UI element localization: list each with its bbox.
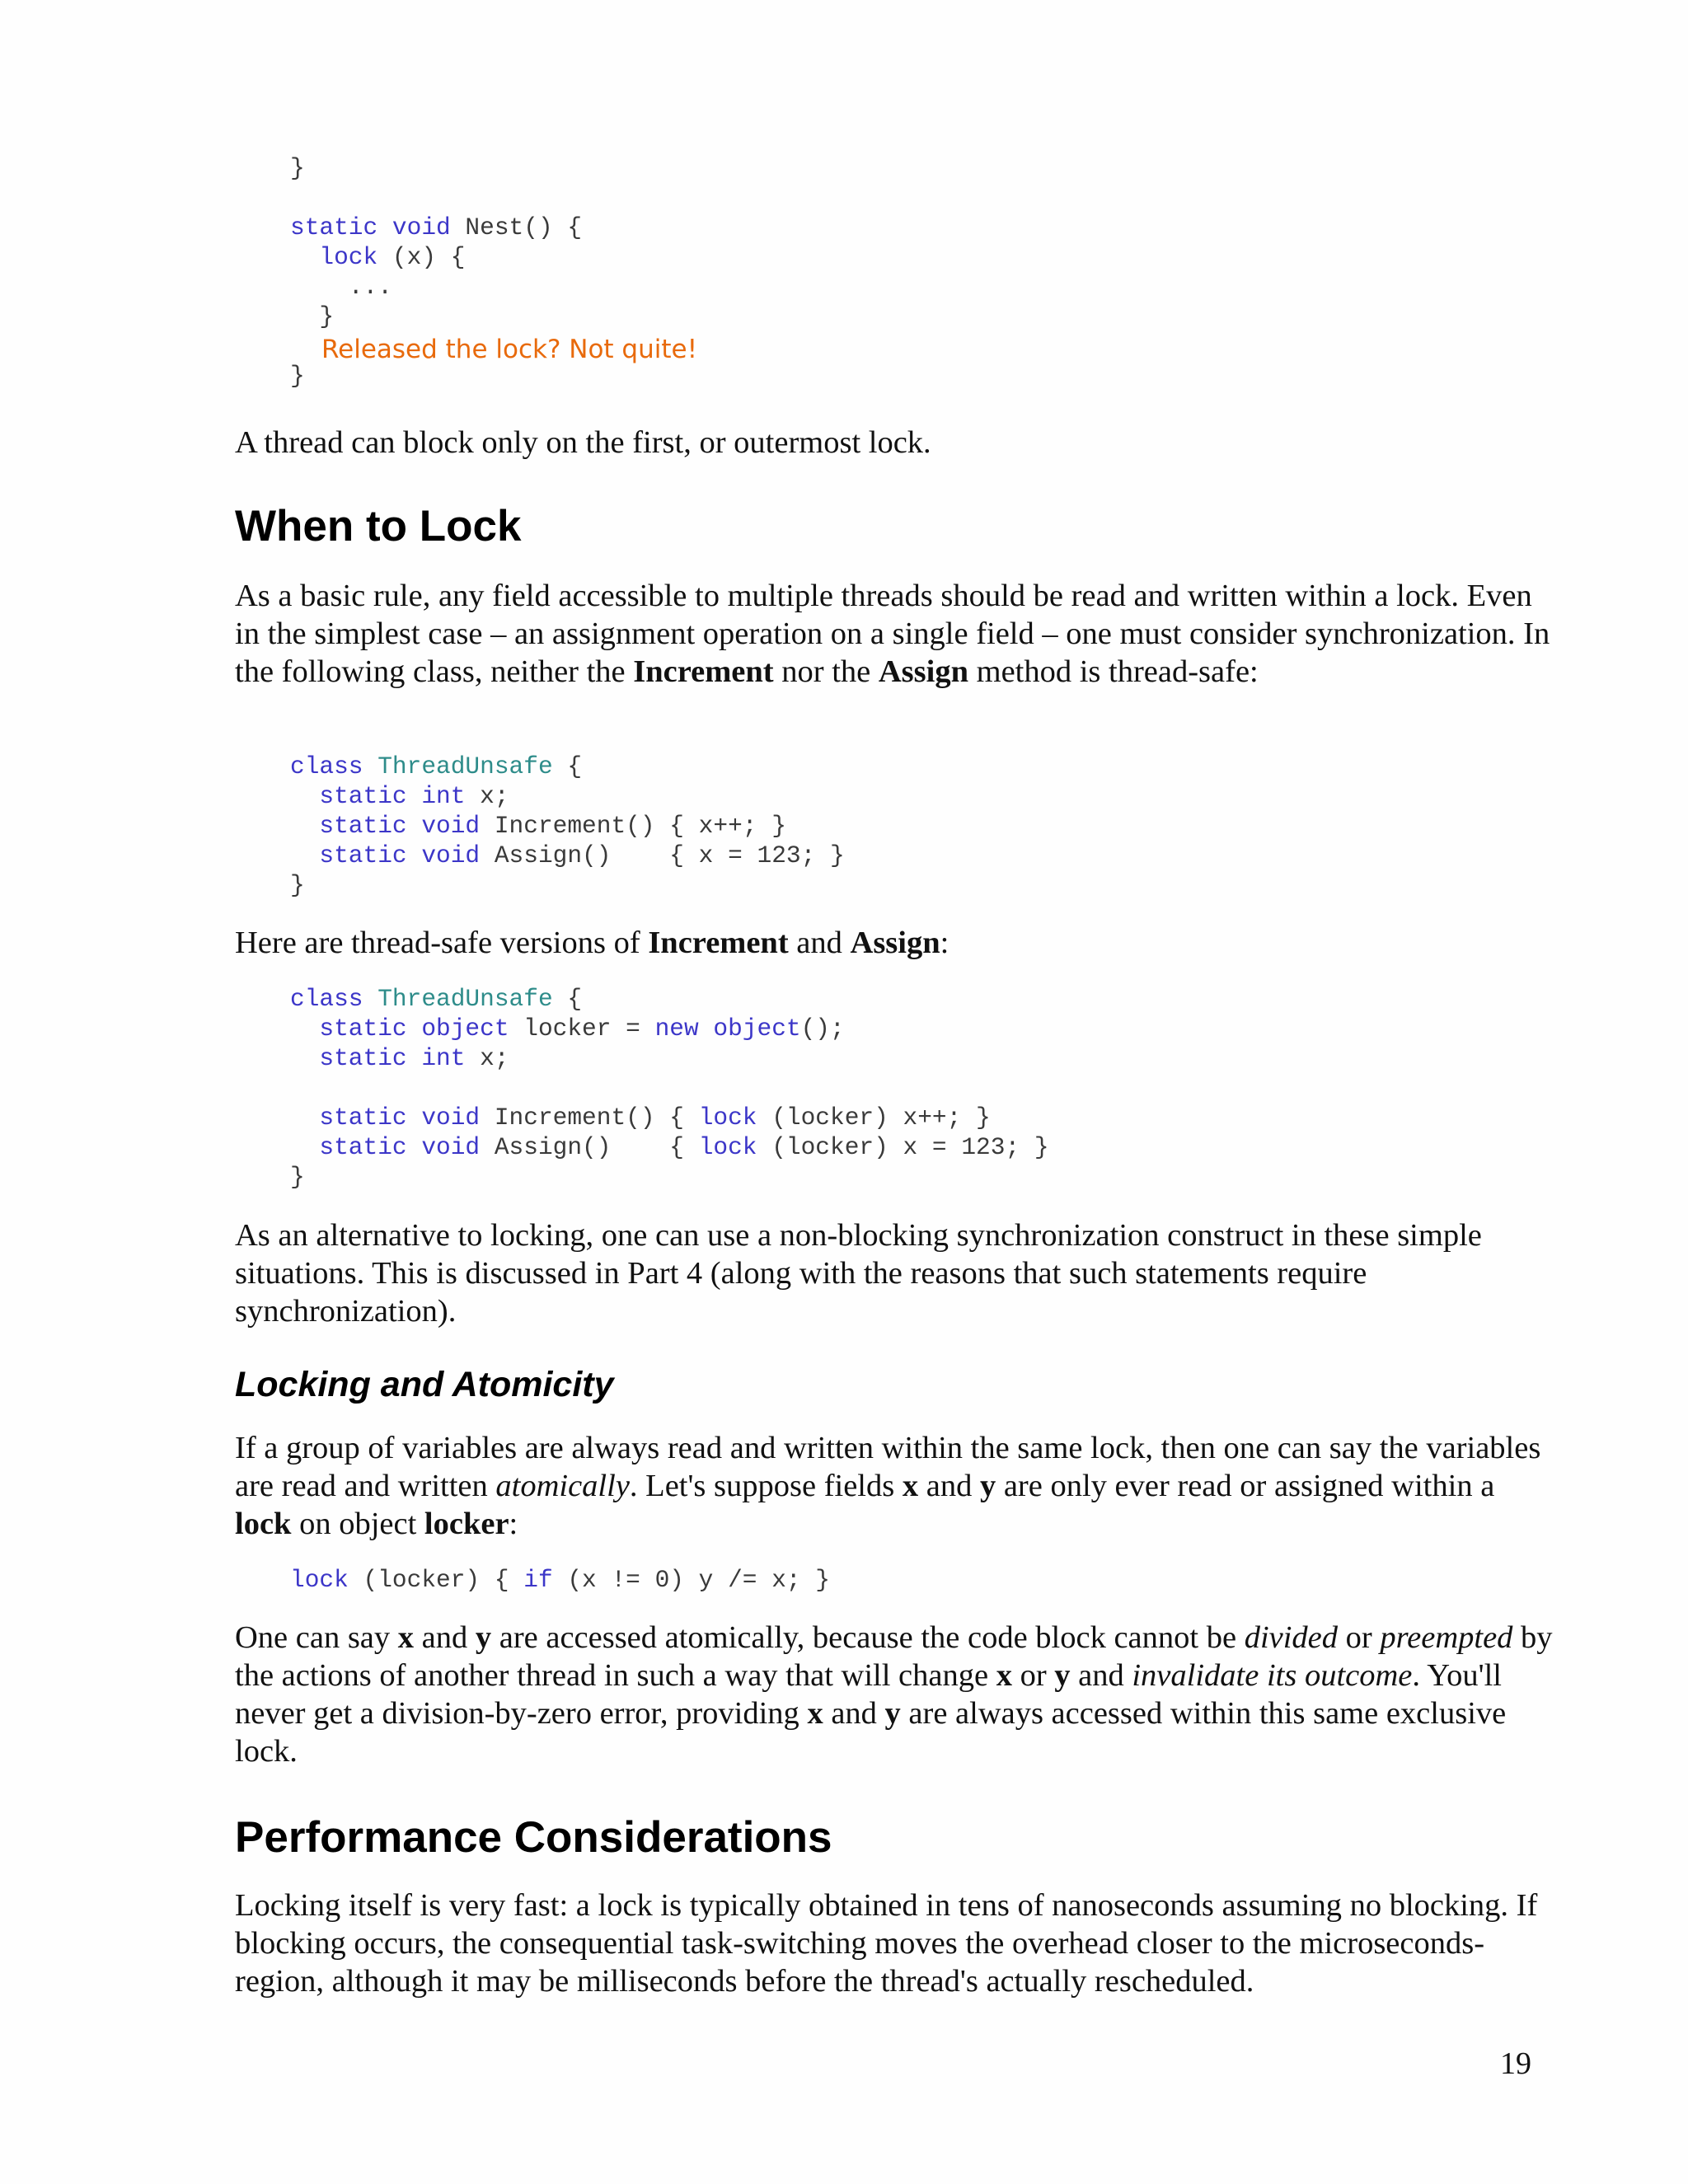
code-token: (locker) x = 123; } bbox=[757, 1133, 1049, 1161]
code-token: { bbox=[552, 752, 583, 780]
code-token bbox=[407, 841, 422, 869]
code-token bbox=[377, 213, 392, 241]
code-token: void bbox=[421, 841, 481, 869]
code-token: { bbox=[552, 985, 583, 1013]
code-token: object bbox=[713, 1015, 801, 1043]
text-run: As an alternative to locking, one can use a non-blocking synchronization construct in these simple situations. This is discussed in Part 4 (along with the reasons that such statements require synchronization). bbox=[235, 1218, 1482, 1329]
code-annotation: Released the lock? Not quite! bbox=[321, 335, 698, 364]
code-block-thread-unsafe bbox=[290, 752, 845, 900]
code-token bbox=[407, 782, 422, 810]
code-token bbox=[363, 985, 378, 1013]
italic-text: divided bbox=[1244, 1620, 1339, 1655]
code-token: Assign() { bbox=[480, 1133, 699, 1161]
code-token: (locker) { bbox=[348, 1566, 524, 1594]
text-run: and bbox=[1070, 1658, 1132, 1693]
bold-text: y bbox=[1054, 1658, 1071, 1693]
bold-text: x bbox=[996, 1658, 1012, 1693]
text-run: Here are thread-safe versions of bbox=[235, 926, 649, 960]
code-token bbox=[699, 1015, 714, 1043]
text-run: are only ever read or assigned within a bbox=[996, 1469, 1495, 1503]
paragraph-thread-safe-versions bbox=[235, 924, 1554, 962]
text-run: and bbox=[414, 1620, 476, 1655]
code-token: static bbox=[319, 812, 407, 840]
code-token: Increment() { bbox=[480, 1104, 699, 1132]
code-token: x; bbox=[465, 782, 509, 810]
code-token: Increment() { x++; } bbox=[480, 812, 786, 840]
bold-text: Assign bbox=[878, 654, 968, 689]
paragraph-non-blocking bbox=[235, 1216, 1554, 1330]
bold-text: lock bbox=[235, 1507, 292, 1541]
bold-text: x bbox=[807, 1696, 823, 1731]
code-token: class bbox=[290, 985, 363, 1013]
text-run: nor the bbox=[773, 654, 879, 689]
italic-text: invalidate its outcome bbox=[1132, 1658, 1413, 1693]
italic-text: atomically bbox=[495, 1469, 630, 1503]
code-token: lock bbox=[290, 1566, 349, 1594]
code-token: void bbox=[421, 1104, 481, 1132]
code-token: } bbox=[290, 871, 305, 899]
text-run: and bbox=[788, 926, 851, 960]
code-token bbox=[407, 1044, 422, 1072]
code-token: static bbox=[319, 1133, 407, 1161]
code-token: } bbox=[319, 302, 335, 330]
code-token: void bbox=[392, 213, 451, 241]
code-token: new bbox=[654, 1015, 699, 1043]
text-run: As a basic rule, any field accessible to multiple threads should be read and written within a lock. Even in the simplest case – an assignment operation on a single field – one must consider synchronization. In the following class, neither the bbox=[235, 579, 1550, 689]
bold-text: locker bbox=[424, 1507, 509, 1541]
code-token: lock bbox=[698, 1133, 757, 1161]
paragraph-atomically bbox=[235, 1429, 1554, 1543]
text-run: and bbox=[823, 1696, 885, 1731]
code-token: void bbox=[421, 1133, 481, 1161]
bold-text: Increment bbox=[648, 926, 789, 960]
code-token: } bbox=[290, 362, 305, 390]
code-token: ThreadUnsafe bbox=[377, 752, 553, 780]
text-run: A thread can block only on the first, or outermost lock. bbox=[235, 425, 931, 460]
bold-text: y bbox=[979, 1469, 996, 1503]
code-token: } bbox=[290, 154, 305, 182]
code-token: static bbox=[319, 1104, 407, 1132]
code-token bbox=[407, 812, 422, 840]
code-token: int bbox=[421, 1044, 466, 1072]
code-token: ... bbox=[348, 273, 392, 301]
code-token: object bbox=[421, 1015, 509, 1043]
bold-text: x bbox=[397, 1620, 415, 1655]
bold-text: Increment bbox=[633, 654, 774, 689]
code-token: Nest() { bbox=[450, 213, 583, 241]
text-run: and bbox=[918, 1469, 980, 1503]
code-token bbox=[407, 1133, 422, 1161]
text-run: are accessed atomically, because the code block cannot be bbox=[491, 1620, 1245, 1655]
text-run: Locking itself is very fast: a lock is typically obtained in tens of nanoseconds assuming no blocking. If blocking occurs, the consequential task-switching moves the overhead closer to the microseconds-region, although it may be milliseconds before the thread's actually rescheduled. bbox=[235, 1888, 1538, 1999]
code-token bbox=[407, 1104, 422, 1132]
code-block-lock-if bbox=[290, 1565, 830, 1595]
bold-text: Assign bbox=[850, 926, 940, 960]
code-token: if bbox=[523, 1566, 553, 1594]
code-token: static bbox=[319, 782, 407, 810]
paragraph-outermost-lock bbox=[235, 424, 1554, 462]
paragraph-accessed-atomically bbox=[235, 1619, 1554, 1770]
code-token: static bbox=[319, 1015, 407, 1043]
bold-text: y bbox=[475, 1620, 492, 1655]
heading-when-to-lock: When to Lock bbox=[235, 502, 522, 551]
text-run: If a group of variables are always read and written within the same lock, then one can say the variables are read and written bbox=[235, 1431, 1541, 1503]
bold-text: x bbox=[902, 1469, 919, 1503]
code-token: int bbox=[421, 782, 466, 810]
code-token: lock bbox=[698, 1104, 757, 1132]
code-token bbox=[363, 752, 378, 780]
text-run: or bbox=[1011, 1658, 1055, 1693]
text-run: on object bbox=[291, 1507, 424, 1541]
heading-performance-considerations: Performance Considerations bbox=[235, 1813, 832, 1862]
code-token: static bbox=[319, 1044, 407, 1072]
code-token: (x != 0) y /= x; } bbox=[552, 1566, 831, 1594]
text-run: by the actions of another thread in such a way that will change bbox=[235, 1620, 1553, 1693]
code-token: (locker) x++; } bbox=[757, 1104, 991, 1132]
code-token: class bbox=[290, 752, 363, 780]
code-token: ThreadUnsafe bbox=[377, 985, 553, 1013]
code-token: (); bbox=[800, 1015, 845, 1043]
text-run: are always accessed within this same exclusive lock. bbox=[235, 1696, 1507, 1769]
page-number: 19 bbox=[1500, 2046, 1531, 2081]
text-run: or bbox=[1338, 1620, 1381, 1655]
code-block-thread-safe bbox=[290, 984, 1049, 1192]
text-run: : bbox=[509, 1507, 518, 1541]
text-run: method is thread-safe: bbox=[968, 654, 1259, 689]
italic-text: preempted bbox=[1380, 1620, 1513, 1655]
code-token bbox=[407, 1015, 422, 1043]
text-run: . Let's suppose fields bbox=[629, 1469, 903, 1503]
code-token: static bbox=[290, 213, 378, 241]
text-run: . You'll never get a division-by-zero error, providing bbox=[235, 1658, 1502, 1731]
paragraph-locking-fast bbox=[235, 1886, 1554, 2000]
code-token: lock bbox=[319, 243, 378, 271]
bold-text: y bbox=[884, 1696, 901, 1731]
text-run: One can say bbox=[235, 1620, 398, 1655]
code-token: } bbox=[290, 1163, 305, 1191]
code-token: static bbox=[319, 841, 407, 869]
code-token: (x) { bbox=[377, 243, 466, 271]
paragraph-basic-rule bbox=[235, 577, 1554, 691]
code-token: Assign() { x = 123; } bbox=[480, 841, 845, 869]
code-token: x; bbox=[465, 1044, 509, 1072]
code-token: void bbox=[421, 812, 481, 840]
code-token: locker = bbox=[509, 1015, 655, 1043]
heading-locking-and-atomicity: Locking and Atomicity bbox=[235, 1365, 614, 1404]
text-run: : bbox=[940, 926, 950, 960]
